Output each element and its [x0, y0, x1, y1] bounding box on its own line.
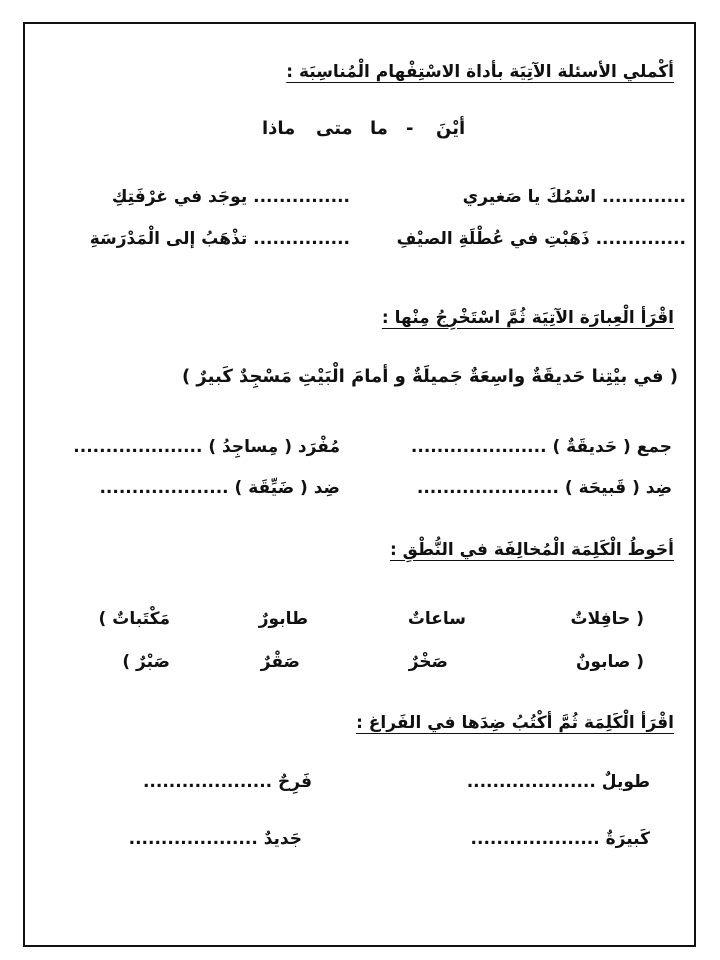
extract-line: ضِد ( قَبيحَة ) ...................... [416, 478, 672, 498]
question-line: .............. ذَهَبْتِ في عُطْلَةِ الصيْفِ [396, 229, 686, 249]
extract-line: مُفْرَد ( مِساجِدُ ) .................... [73, 437, 340, 457]
tool-separator: - [406, 118, 414, 139]
word-option: صَخْرٌ [408, 652, 448, 672]
word-option: ساعاتٌ [407, 609, 466, 629]
section2-heading: اقْرَأ الْعِبارَة الآتِيَة ثُمَّ اسْتَخْرِجُ مِنْها : [381, 308, 674, 328]
tool-word-matha: ماذا [262, 118, 296, 139]
question-line: ............... يوجَد في غرْفَتِكِ [111, 187, 350, 207]
word-option: ( صابونٌ [575, 652, 644, 672]
section1-heading: أكْملي الأسئلة الآتِيَة بأداة الاسْتِفْهام الْمُناسِبَة : [286, 62, 674, 82]
opposite-line: طويلٌ .................... [466, 772, 650, 792]
word-option: طابورٌ [258, 609, 308, 629]
question-line: ............. اسْمُكَ يا صَغيري [462, 187, 686, 207]
opposite-line: فَرِحٌ .................... [142, 772, 312, 792]
tool-word-ayna: أيْنَ [436, 118, 466, 139]
tool-word-ma: ما [370, 118, 388, 139]
word-option: صَقْرٌ [260, 652, 300, 672]
extract-line: ضِد ( ضَيِّقَة ) .................... [99, 478, 340, 498]
tool-word-mata: متى [316, 118, 353, 139]
opposite-line: جَديدٌ .................... [128, 829, 302, 849]
word-option: ( حافِلاتٌ [570, 609, 644, 629]
question-line: ............... تذْهَبُ إلى الْمَدْرَسَةِ [89, 229, 350, 249]
word-option: مَكْتَباتٌ ) [98, 609, 170, 629]
section3-heading: أحَوطُ الْكَلِمَة الْمُخالِفَة في النُّطْقِ : [389, 540, 674, 560]
source-sentence: ( في بيْتِنا حَديقَةٌ واسِعَةٌ جَميلَةٌ و أمامَ الْبَيْتِ مَسْجِدٌ كَبيرٌ ) [181, 366, 678, 387]
word-option: صَبْرٌ ) [122, 652, 170, 672]
section4-heading: اقْرَأ الْكَلِمَة ثُمَّ أكْتُبُ ضِدَها في الفَراغ : [356, 713, 674, 733]
opposite-line: كَبيرَةٌ .................... [470, 829, 650, 849]
extract-line: جمع ( حَديقَةٌ ) ..................... [410, 437, 672, 457]
